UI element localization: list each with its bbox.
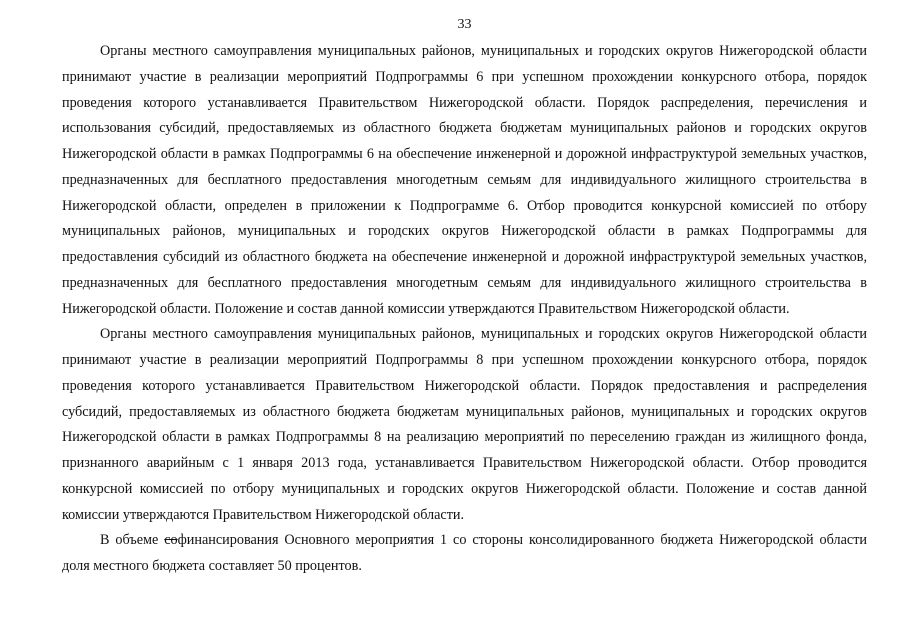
cofinancing-text-end: финансирования Основного мероприятия 1 со стороны консолидированного бюджета Нижегородской области доля местного бюджета составляет 50 процентов.	[62, 532, 867, 574]
page-number: 33	[457, 17, 472, 32]
cofinancing-text-start: В объеме	[100, 532, 165, 549]
paragraph-subprogram-8: Органы местного самоуправления муниципальных районов, муниципальных и городских округов Нижегородской области принимают участие в реализации мероприятий Подпрограммы 8 при успешном прохождении конкурсного отбора, порядок проведения которого устанавливается Правительством Нижегородской области. Порядок предоставления и распределения субсидий, предоставляемых из областного бюджета бюджетам муниципальных районов, муниципальных и городских округов Нижегородской области в рамках Подпрограммы 8 на реализацию мероприятий по переселению граждан из жилищного фонда, признанного аварийным с 1 января 2013 года, устанавливается Правительством Нижегородской области. Отбор проводится конкурсной комиссией по отбору муниципальных и городских округов Нижегородской области. Положение и состав данной комиссии утверждаются Правительством Нижегородской области.	[62, 326, 867, 523]
struck-prefix: со	[164, 532, 178, 549]
paragraph-subprogram-6: Органы местного самоуправления муниципальных районов, муниципальных и городских округов Нижегородской области принимают участие в реализации мероприятий Подпрограммы 6 при успешном прохождении конкурсного отбора, порядок проведения которого устанавливается Правительством Нижегородской области. Порядок распределения, перечисления и использования субсидий, предоставляемых из областного бюджета бюджетам муниципальных районов и городских округов Нижегородской области в рамках Подпрограммы 6 на обеспечение инженерной и дорожной инфраструктурой земельных участков, предназначенных для бесплатного предоставления многодетным семьям для индивидуального жилищного строительства в Нижегородской области, определен в приложении к Подпрограмме 6. Отбор проводится конкурсной комиссией по отбору муниципальных районов, муниципальных и городских округов Нижегородской области в рамках Подпрограммы для предоставления субсидий из областного бюджета на обеспечение инженерной и дорожной инфраструктурой земельных участков, предназначенных для бесплатного предоставления многодетным семьям для индивидуального жилищного строительства в Нижегородской области. Положение и состав данной комиссии утверждаются Правительством Нижегородской области.	[62, 43, 867, 317]
paragraph-cofinancing	[62, 528, 867, 580]
